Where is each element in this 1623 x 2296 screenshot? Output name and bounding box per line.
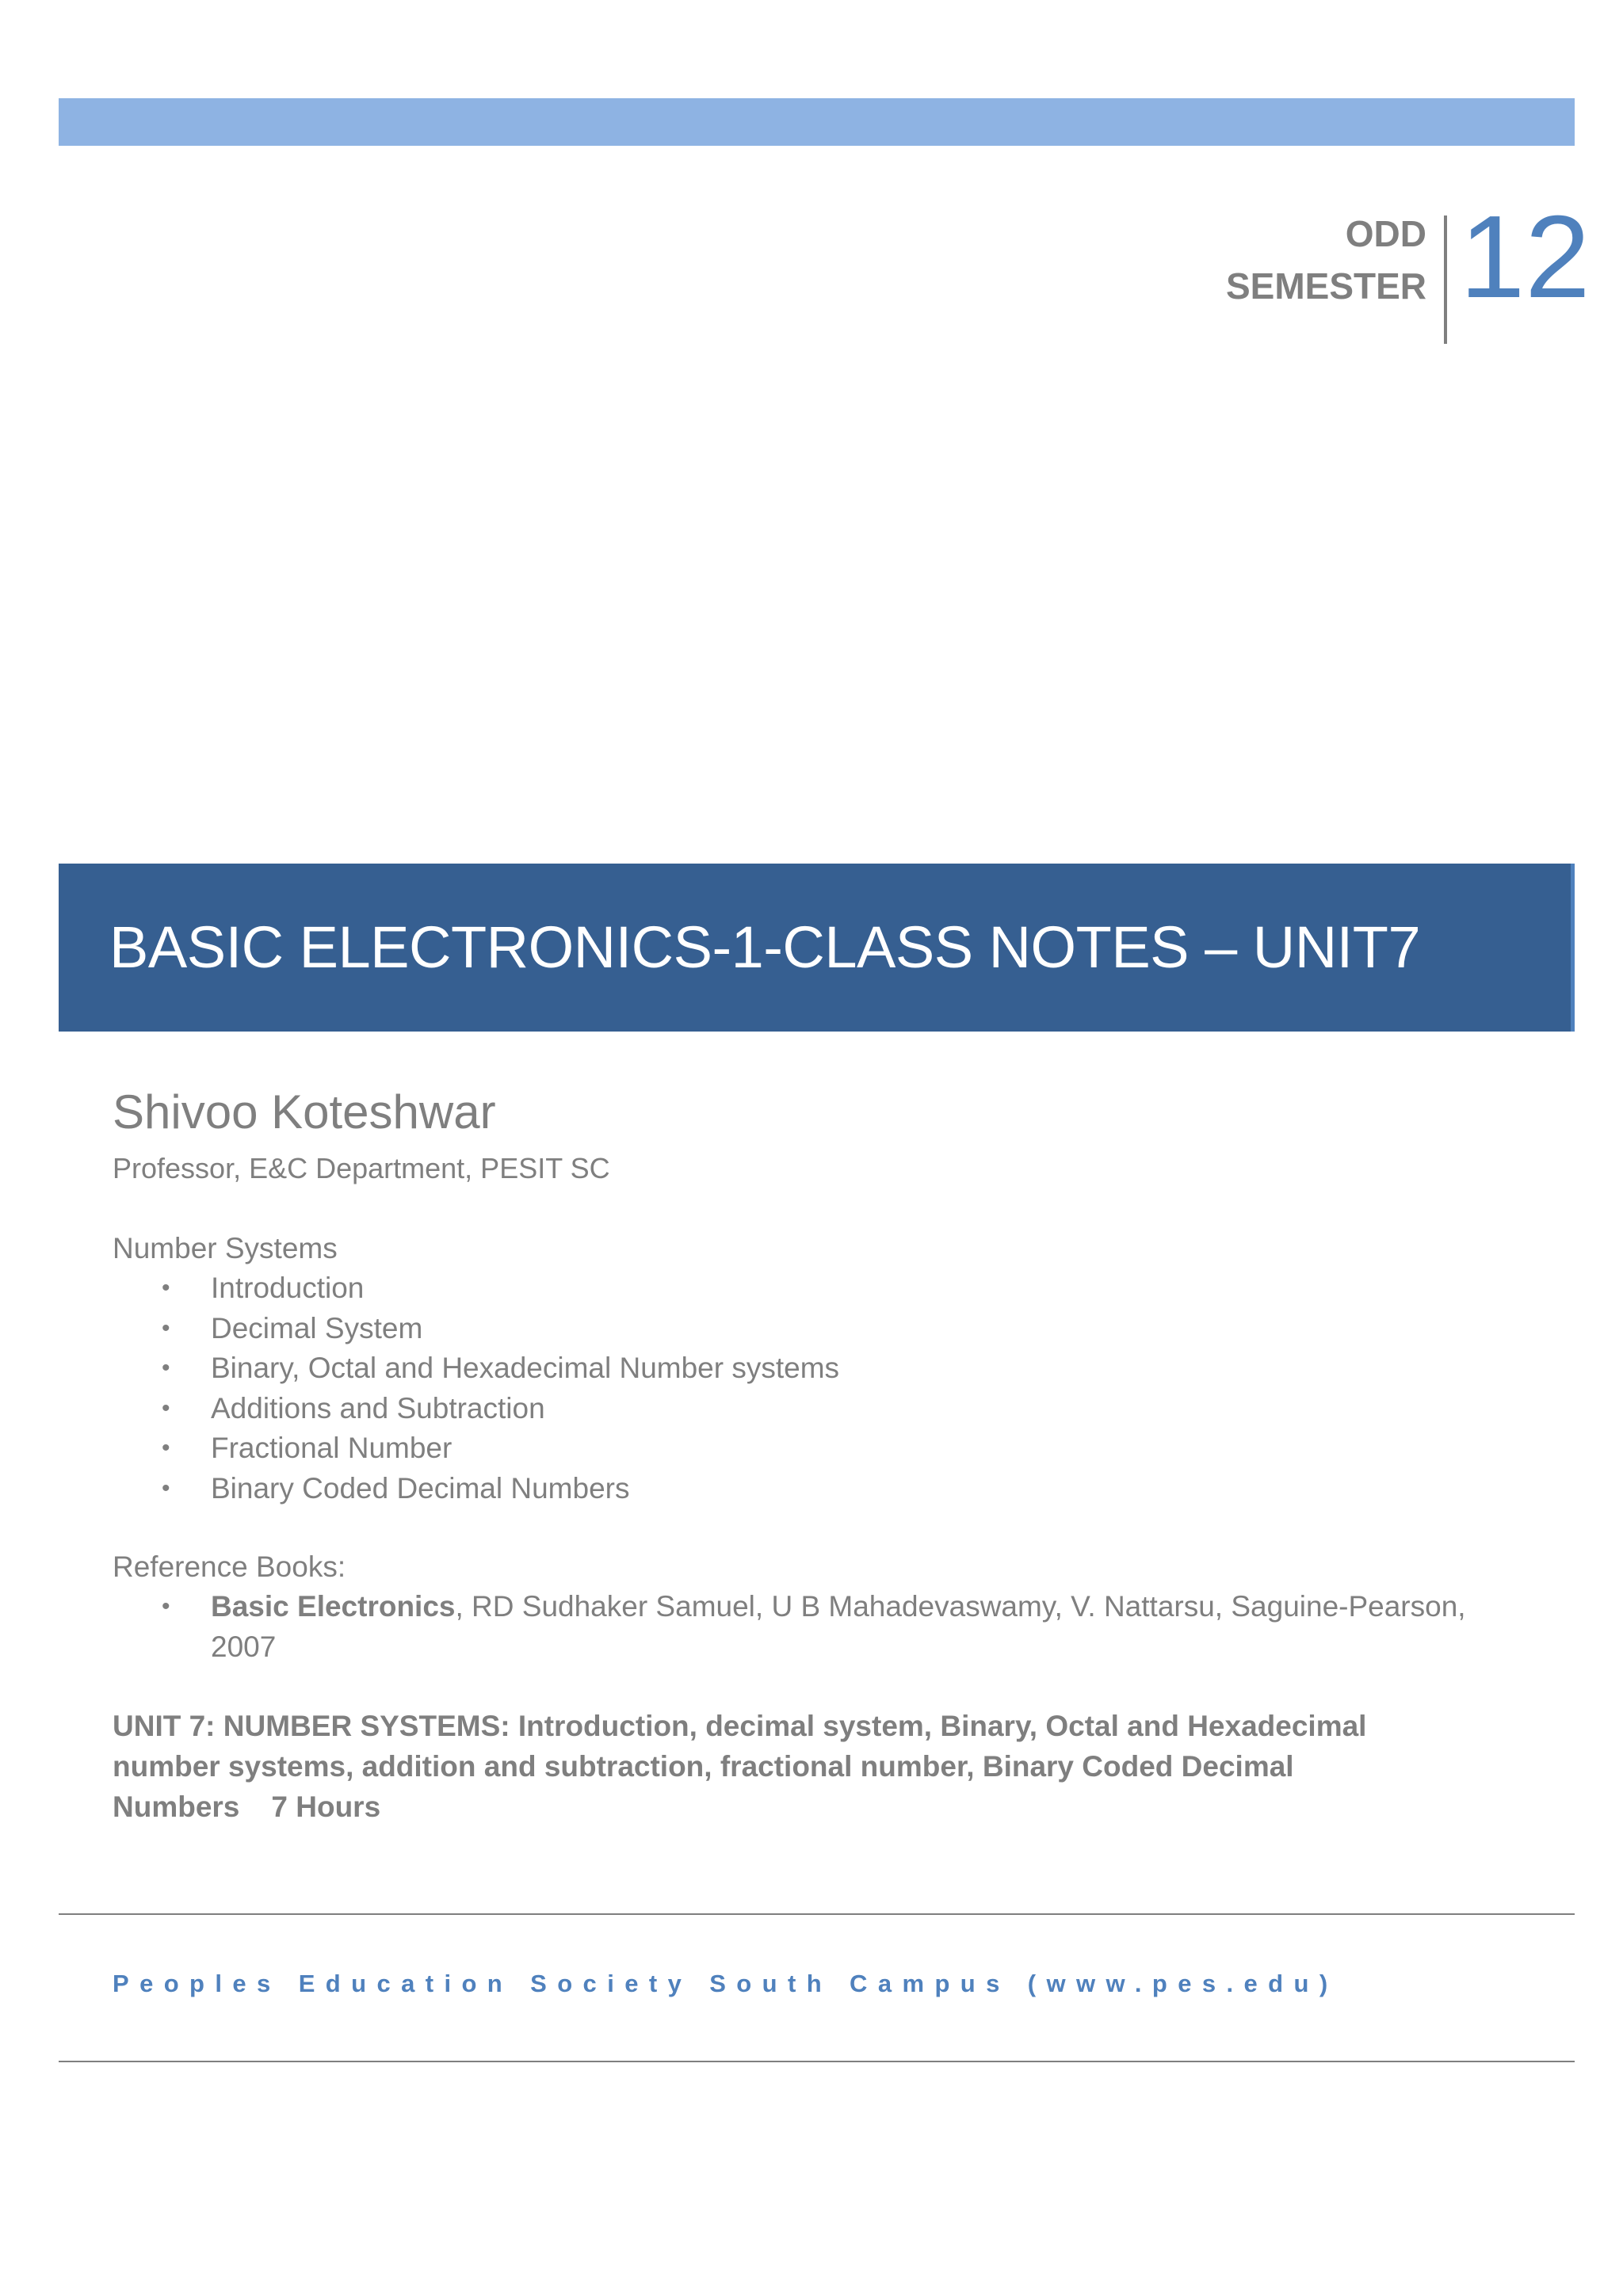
- bullet-icon: •: [162, 1435, 170, 1461]
- list-item: [113, 1389, 1523, 1429]
- footer-top-rule: [59, 1913, 1575, 1915]
- reference-details: , RD Sudhaker Samuel, U B Mahadevaswamy, V. Nattarsu, Saguine-Pearson, 2007: [211, 1590, 1466, 1663]
- list-item: [113, 1268, 1523, 1309]
- bullet-icon: •: [162, 1474, 170, 1501]
- semester-divider: [1444, 215, 1447, 344]
- year-number: 12: [1460, 192, 1591, 322]
- topic-text: Binary, Octal and Hexadecimal Number systems: [211, 1352, 840, 1384]
- topic-text: Fractional Number: [211, 1432, 453, 1464]
- syllabus-hours: 7 Hours: [271, 1791, 381, 1823]
- topic-text: Introduction: [211, 1272, 365, 1304]
- list-item: [113, 1469, 1523, 1509]
- list-item: [113, 1587, 1523, 1667]
- bullet-icon: •: [162, 1593, 170, 1619]
- syllabus-paragraph: [113, 1706, 1460, 1827]
- topic-text: Binary Coded Decimal Numbers: [211, 1471, 630, 1505]
- bullet-icon: •: [162, 1314, 170, 1341]
- reference-title: Basic Electronics: [211, 1590, 456, 1623]
- footer-text: Peoples Education Society South Campus (www.pes.edu): [113, 1970, 1338, 1997]
- semester-line-1: ODD: [1345, 213, 1426, 254]
- document-title: BASIC ELECTRONICS-1-CLASS NOTES – UNIT7: [109, 914, 1421, 980]
- list-item: [113, 1348, 1523, 1389]
- semester-label: [1189, 208, 1426, 312]
- bullet-icon: •: [162, 1275, 170, 1301]
- title-banner: [59, 864, 1575, 1032]
- references-list: [113, 1587, 1523, 1667]
- bullet-icon: •: [162, 1394, 170, 1421]
- list-item: [113, 1428, 1523, 1469]
- author-name: Shivoo Koteshwar: [113, 1085, 496, 1138]
- semester-line-2: SEMESTER: [1225, 265, 1426, 307]
- topic-text: Additions and Subtraction: [211, 1391, 545, 1425]
- syllabus-text: UNIT 7: NUMBER SYSTEMS: Introduction, decimal system, Binary, Octal and Hexadecimal number systems, addition and subtraction, fractional number, Binary Coded Decimal Numbers: [113, 1710, 1367, 1823]
- topics-list: [113, 1268, 1523, 1508]
- topic-text: Decimal System: [211, 1311, 423, 1344]
- bullet-icon: •: [162, 1355, 170, 1381]
- footer-bottom-rule: [59, 2061, 1575, 2062]
- list-item: [113, 1309, 1523, 1349]
- top-accent-band: [59, 98, 1575, 146]
- author-position: Professor, E&C Department, PESIT SC: [113, 1152, 610, 1184]
- topics-heading: Number Systems: [113, 1232, 338, 1264]
- references-heading: Reference Books:: [113, 1550, 346, 1583]
